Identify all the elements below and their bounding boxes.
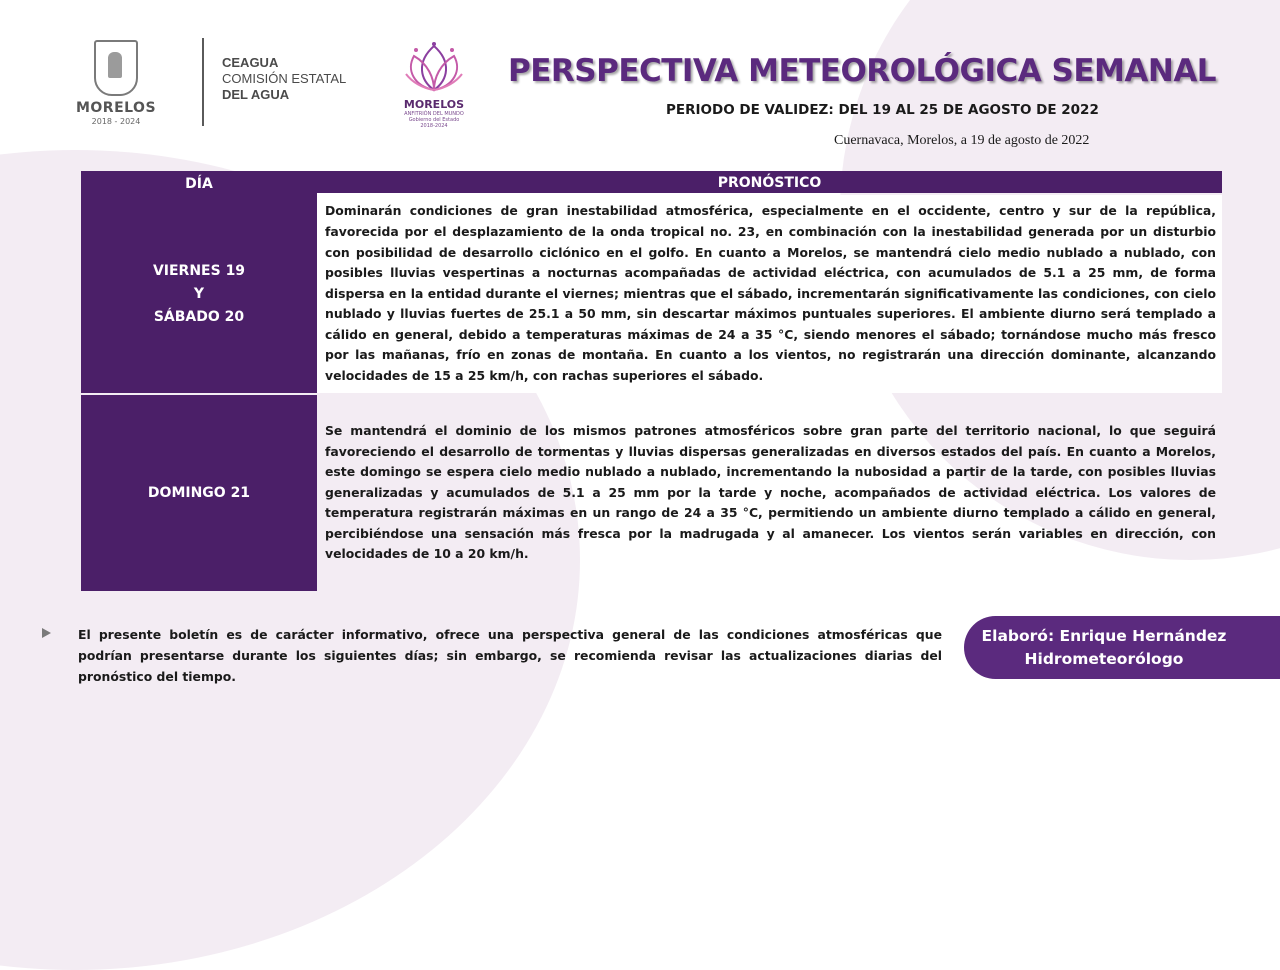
- disclaimer-text: El presente boletín es de carácter informativo, ofrece una perspectiva general de las condiciones atmosféricas que podrían presentarse durante los siguientes días; sin embargo, se recomienda revisar las actualizaciones diarias del pronóstico del tiempo.: [78, 627, 942, 684]
- gobierno-logo-sub2: 2018-2024: [420, 123, 448, 129]
- ceagua-line-1: CEAGUA: [222, 55, 279, 70]
- day-label: Y: [193, 285, 205, 302]
- morelos-logo-name: MORELOS: [75, 100, 157, 116]
- morelos-logo-years: 2018 - 2024: [91, 117, 141, 126]
- disclaimer-note: [42, 624, 942, 687]
- flower-icon: [402, 40, 466, 96]
- ceagua-logo: [222, 55, 346, 103]
- gobierno-logo-name: MORELOS: [403, 98, 465, 111]
- forecast-text: Se mantendrá el dominio de los mismos patrones atmosféricos sobre gran parte del territorio nacional, lo que seguirá favoreciendo el desarrollo de tormentas y lluvias dispersas generalizadas en diversos estados del país. En cuanto a Morelos, este domingo se espera cielo medio nublado a nublado, incrementando la nubosidad a partir de la tarde, con posibles lluvias generalizadas y acumulados de 5.1 a 25 mm por la tarde y noche, acompañados de actividad eléctrica. Los valores de temperatura registrarán máximas en un rango de 24 a 35 °C, permitiendo un ambiente diurno templado a cálido en general, percibiéndose una sensación más fresca por la madrugada y al amanecer. Los vientos serán variables en dirección, con velocidades de 10 a 20 km/h.: [325, 422, 1216, 562]
- day-label: DOMINGO 21: [147, 484, 251, 501]
- gobierno-logo-sub1: Gobierno del Estado: [408, 117, 460, 123]
- column-header-forecast: PRONÓSTICO: [317, 171, 1222, 193]
- author-role: Hidrometeorólogo: [1024, 649, 1184, 668]
- day-cell-sunday: [81, 395, 317, 591]
- day-label: VIERNES 19: [152, 262, 246, 279]
- gobierno-morelos-logo: [394, 40, 474, 129]
- forecast-cell-friday-saturday: [317, 195, 1222, 393]
- morelos-shield-icon: [94, 40, 138, 96]
- gobierno-logo-tagline: ANFITRIÓN DEL MUNDO: [404, 111, 464, 117]
- validity-period: PERIODO DE VALIDEZ: DEL 19 AL 25 DE AGOSTO DE 2022: [666, 102, 1099, 118]
- page-title: PERSPECTIVA METEOROLÓGICA SEMANAL: [508, 53, 1217, 89]
- forecast-text: Dominarán condiciones de gran inestabilidad atmosférica, especialmente en el occidente, centro y sur de la república, favorecida por el desplazamiento de la onda tropical no. 23, en combinación con la inestabilidad generada por un disturbio con posibilidad de desarrollo ciclónico en el golfo. En cuanto a Morelos, se mantendrá cielo medio nublado a nublado, con posibles lluvias vespertinas a nocturnas acompañadas de actividad eléctrica, con acumulados de 5.1 a 25 mm, de forma dispersa en la entidad durante el viernes; mientras que el sábado, incrementarán significativamente las condiciones, con cielo nublado y lluvias fuertes de 25.1 a 50 mm, sin descartar máximos puntuales superiores. El ambiente diurno será templado a cálido en general, debido a temperaturas máximas de 24 a 35 °C, siendo menores el sábado; tornándose mucho más fresco por las mañanas, frío en zonas de montaña. En cuanto a los vientos, no registrarán una dirección dominante, alcanzando velocidades de 15 a 25 km/h, con rachas superiores el sábado.: [325, 203, 1216, 384]
- forecast-cell-sunday: [317, 395, 1222, 591]
- ceagua-line-3: DEL AGUA: [222, 87, 290, 102]
- header-divider: [202, 38, 204, 126]
- ceagua-line-2: COMISIÓN ESTATAL: [222, 71, 347, 86]
- author-badge: [964, 616, 1280, 679]
- day-label: SÁBADO 20: [153, 308, 245, 325]
- bullet-arrow-icon: [42, 628, 51, 638]
- author-name: Elaboró: Enrique Hernández: [981, 626, 1227, 645]
- place-date: Cuernavaca, Morelos, a 19 de agosto de 2022: [834, 133, 1090, 148]
- column-header-day: DÍA: [81, 171, 317, 195]
- morelos-logo: [74, 40, 158, 126]
- day-cell-friday-saturday: [81, 195, 317, 393]
